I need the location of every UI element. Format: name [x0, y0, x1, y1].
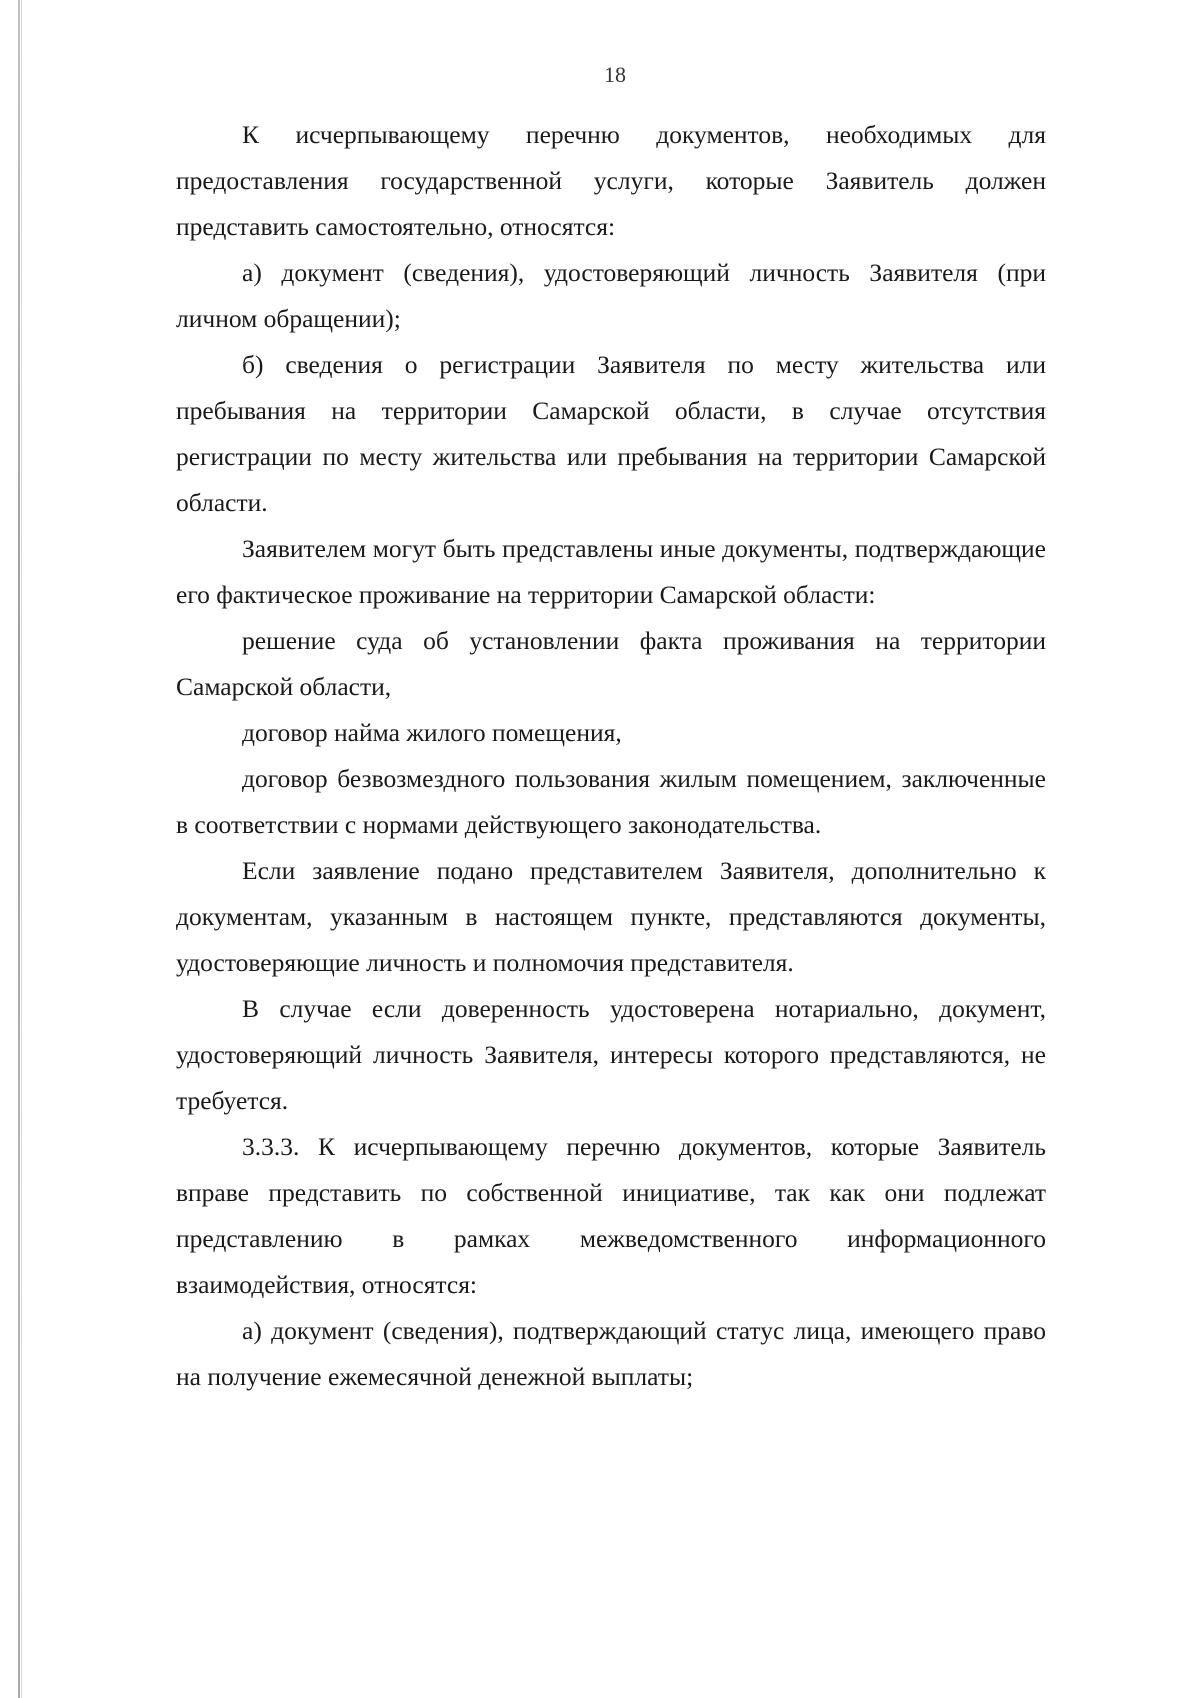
paragraph-exhaustive-list-intro: К исчерпывающему перечню документов, необходимых для предоставления государственной услуги, которые Заявитель должен представить самостоятельно, относятся:: [176, 120, 1046, 241]
scan-edge-line: [21, 0, 22, 1698]
paragraph-court-decision: решение суда об установлении факта проживания на территории Самарской области,: [176, 626, 1046, 701]
paragraph-representative: Если заявление подано представителем Заявителя, дополнительно к документам, указанным в настоящем пункте, представляются документы, удостоверяющие личность и полномочия представителя.: [176, 856, 1046, 977]
paragraph-notarized-power: В случае если доверенность удостоверена нотариально, документ, удостоверяющий личность Заявителя, интересы которого представляются, не требуется.: [176, 994, 1046, 1115]
document-body: [176, 112, 1046, 1400]
paragraph-section-3-3-3: 3.3.3. К исчерпывающему перечню документов, которые Заявитель вправе представить по собственной инициативе, так как они подлежат представлению в рамках межведомственного информационного взаимодействия, относятся:: [176, 1132, 1046, 1299]
paragraph-lease-agreement: договор найма жилого помещения,: [242, 718, 622, 747]
page-number: 18: [604, 62, 626, 87]
paragraph-item-a-identity: а) документ (сведения), удостоверяющий личность Заявителя (при личном обращении);: [176, 258, 1046, 333]
paragraph-free-use-agreement: договор безвозмездного пользования жилым помещением, заключенные в соответствии с нормами действующего законодательства.: [176, 764, 1046, 839]
scan-edge-shadow: [18, 0, 20, 1698]
paragraph-item-b-registration: б) сведения о регистрации Заявителя по месту жительства или пребывания на территории Самарской области, в случае отсутствия регистрации по месту жительства или пребывания на территории Самарской области.: [176, 350, 1046, 517]
paragraph-item-a-status: а) документ (сведения), подтверждающий статус лица, имеющего право на получение ежемесячной денежной выплаты;: [176, 1316, 1046, 1391]
paragraph-other-documents: Заявителем могут быть представлены иные документы, подтверждающие его фактическое проживание на территории Самарской области:: [176, 534, 1046, 609]
